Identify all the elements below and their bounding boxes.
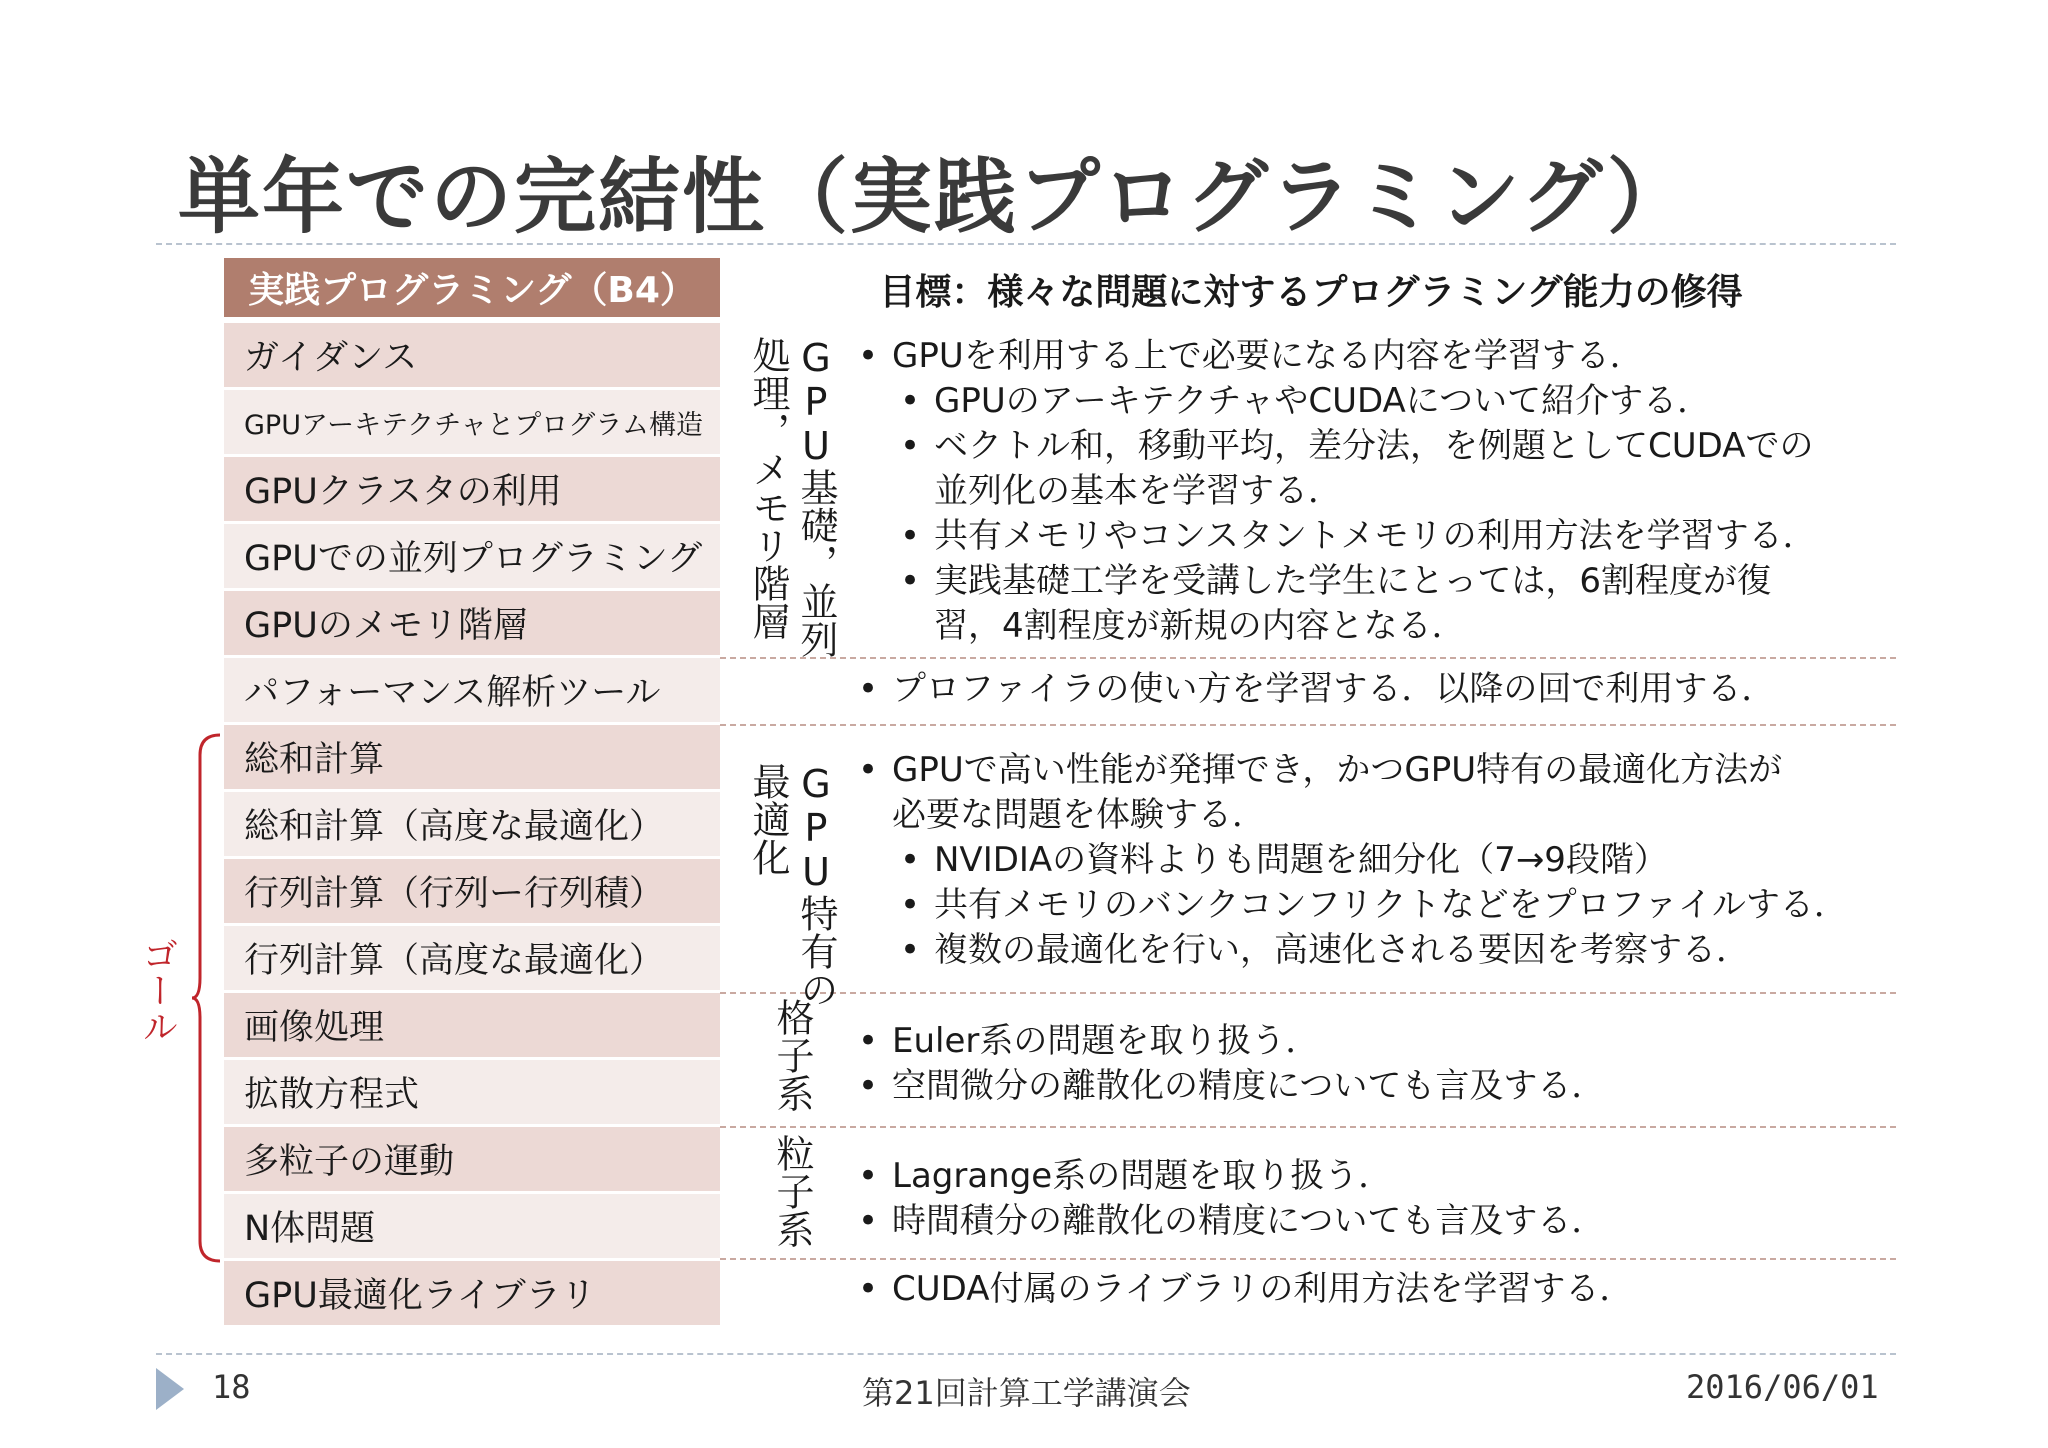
group-label-optimization-1: GPU特有の (794, 762, 838, 1008)
basics-description (858, 334, 1817, 649)
course-item: 総和計算（高度な最適化） (224, 792, 720, 859)
group-label-basics-2: 処理，メモリ階層 (746, 336, 790, 640)
course-item: GPUのメモリ階層 (224, 591, 720, 658)
particle-description (858, 1154, 1605, 1244)
sub-bullet: • NVIDIAの資料よりも問題を細分化（7→9段階） (858, 838, 1848, 883)
course-item: GPUでの並列プログラミング (224, 524, 720, 591)
course-item: 行列計算（行列ー行列積） (224, 859, 720, 926)
grid-description (858, 1019, 1605, 1109)
course-item: 行列計算（高度な最適化） (224, 926, 720, 993)
sub-bullet: • 実践基礎工学を受講した学生にとっては，6割程度が復 (858, 559, 1817, 604)
footer-divider (156, 1353, 1896, 1355)
bullet-continuation: 並列化の基本を学習する． (934, 471, 1342, 511)
course-item: GPU最適化ライブラリ (224, 1261, 720, 1328)
group-label-basics-1: GPU基礎，並列 (794, 336, 838, 658)
sub-bullet: • 共有メモリのバンクコンフリクトなどをプロファイルする． (858, 883, 1848, 928)
goal-brace-icon (190, 733, 224, 1263)
bullet: • 空間微分の離散化の精度についても言及する． (858, 1064, 1605, 1109)
conference-name: 第21回計算工学講演会 (862, 1374, 1191, 1412)
bullet: • 時間積分の離散化の精度についても言及する． (858, 1199, 1605, 1244)
slide-date: 2016/06/01 (1686, 1368, 1879, 1406)
bullet: • Lagrange系の問題を取り扱う． (858, 1154, 1605, 1199)
library-description (858, 1267, 1633, 1312)
course-item: ガイダンス (224, 323, 720, 390)
group-separator (720, 724, 1896, 726)
course-item: 拡散方程式 (224, 1060, 720, 1127)
course-item: 画像処理 (224, 993, 720, 1060)
course-item: N体問題 (224, 1194, 720, 1261)
bullet: • CUDA付属のライブラリの利用方法を学習する． (858, 1267, 1633, 1312)
goal-heading: 目標：様々な問題に対するプログラミング能力の修得 (879, 271, 1743, 313)
triangle-right-icon (156, 1368, 184, 1410)
group-label-optimization-2: 最適化 (746, 762, 790, 876)
bullet-continuation: 習，4割程度が新規の内容となる． (934, 606, 1466, 646)
sub-bullet: • 共有メモリやコンスタントメモリの利用方法を学習する． (858, 514, 1817, 559)
course-item: GPUアーキテクチャとプログラム構造 (224, 390, 720, 457)
title-divider (156, 243, 1896, 245)
group-separator (720, 1258, 1896, 1260)
sub-bullet: • ベクトル和，移動平均，差分法，を例題としてCUDAでの (858, 424, 1817, 469)
course-item: GPUクラスタの利用 (224, 457, 720, 524)
slide-title: 単年での完結性（実践プログラミング） (178, 149, 1691, 245)
bullet-continuation: 必要な問題を体験する． (892, 795, 1266, 835)
course-list (224, 323, 720, 1328)
sub-bullet: • GPUのアーキテクチャやCUDAについて紹介する． (858, 379, 1817, 424)
group-separator (720, 992, 1896, 994)
course-item: 多粒子の運動 (224, 1127, 720, 1194)
optimization-description (858, 748, 1848, 973)
profiler-description (858, 667, 1775, 712)
course-item: 総和計算 (224, 725, 720, 792)
goal-label: ゴール (137, 936, 178, 1044)
course-item: パフォーマンス解析ツール (224, 658, 720, 725)
table-header: 実践プログラミング（B4） (224, 258, 720, 320)
bullet: • GPUで高い性能が発揮でき，かつGPU特有の最適化方法が (858, 748, 1848, 793)
group-separator (720, 657, 1896, 659)
bullet: • Euler系の問題を取り扱う． (858, 1019, 1605, 1064)
bullet: • GPUを利用する上で必要になる内容を学習する． (858, 334, 1817, 379)
group-separator (720, 1126, 1896, 1128)
group-label-particle: 粒子系 (770, 1134, 814, 1248)
bullet: • プロファイラの使い方を学習する．以降の回で利用する． (858, 667, 1775, 712)
sub-bullet: • 複数の最適化を行い，高速化される要因を考察する． (858, 928, 1848, 973)
group-label-grid: 格子系 (770, 998, 814, 1112)
page-number: 18 (212, 1368, 251, 1406)
